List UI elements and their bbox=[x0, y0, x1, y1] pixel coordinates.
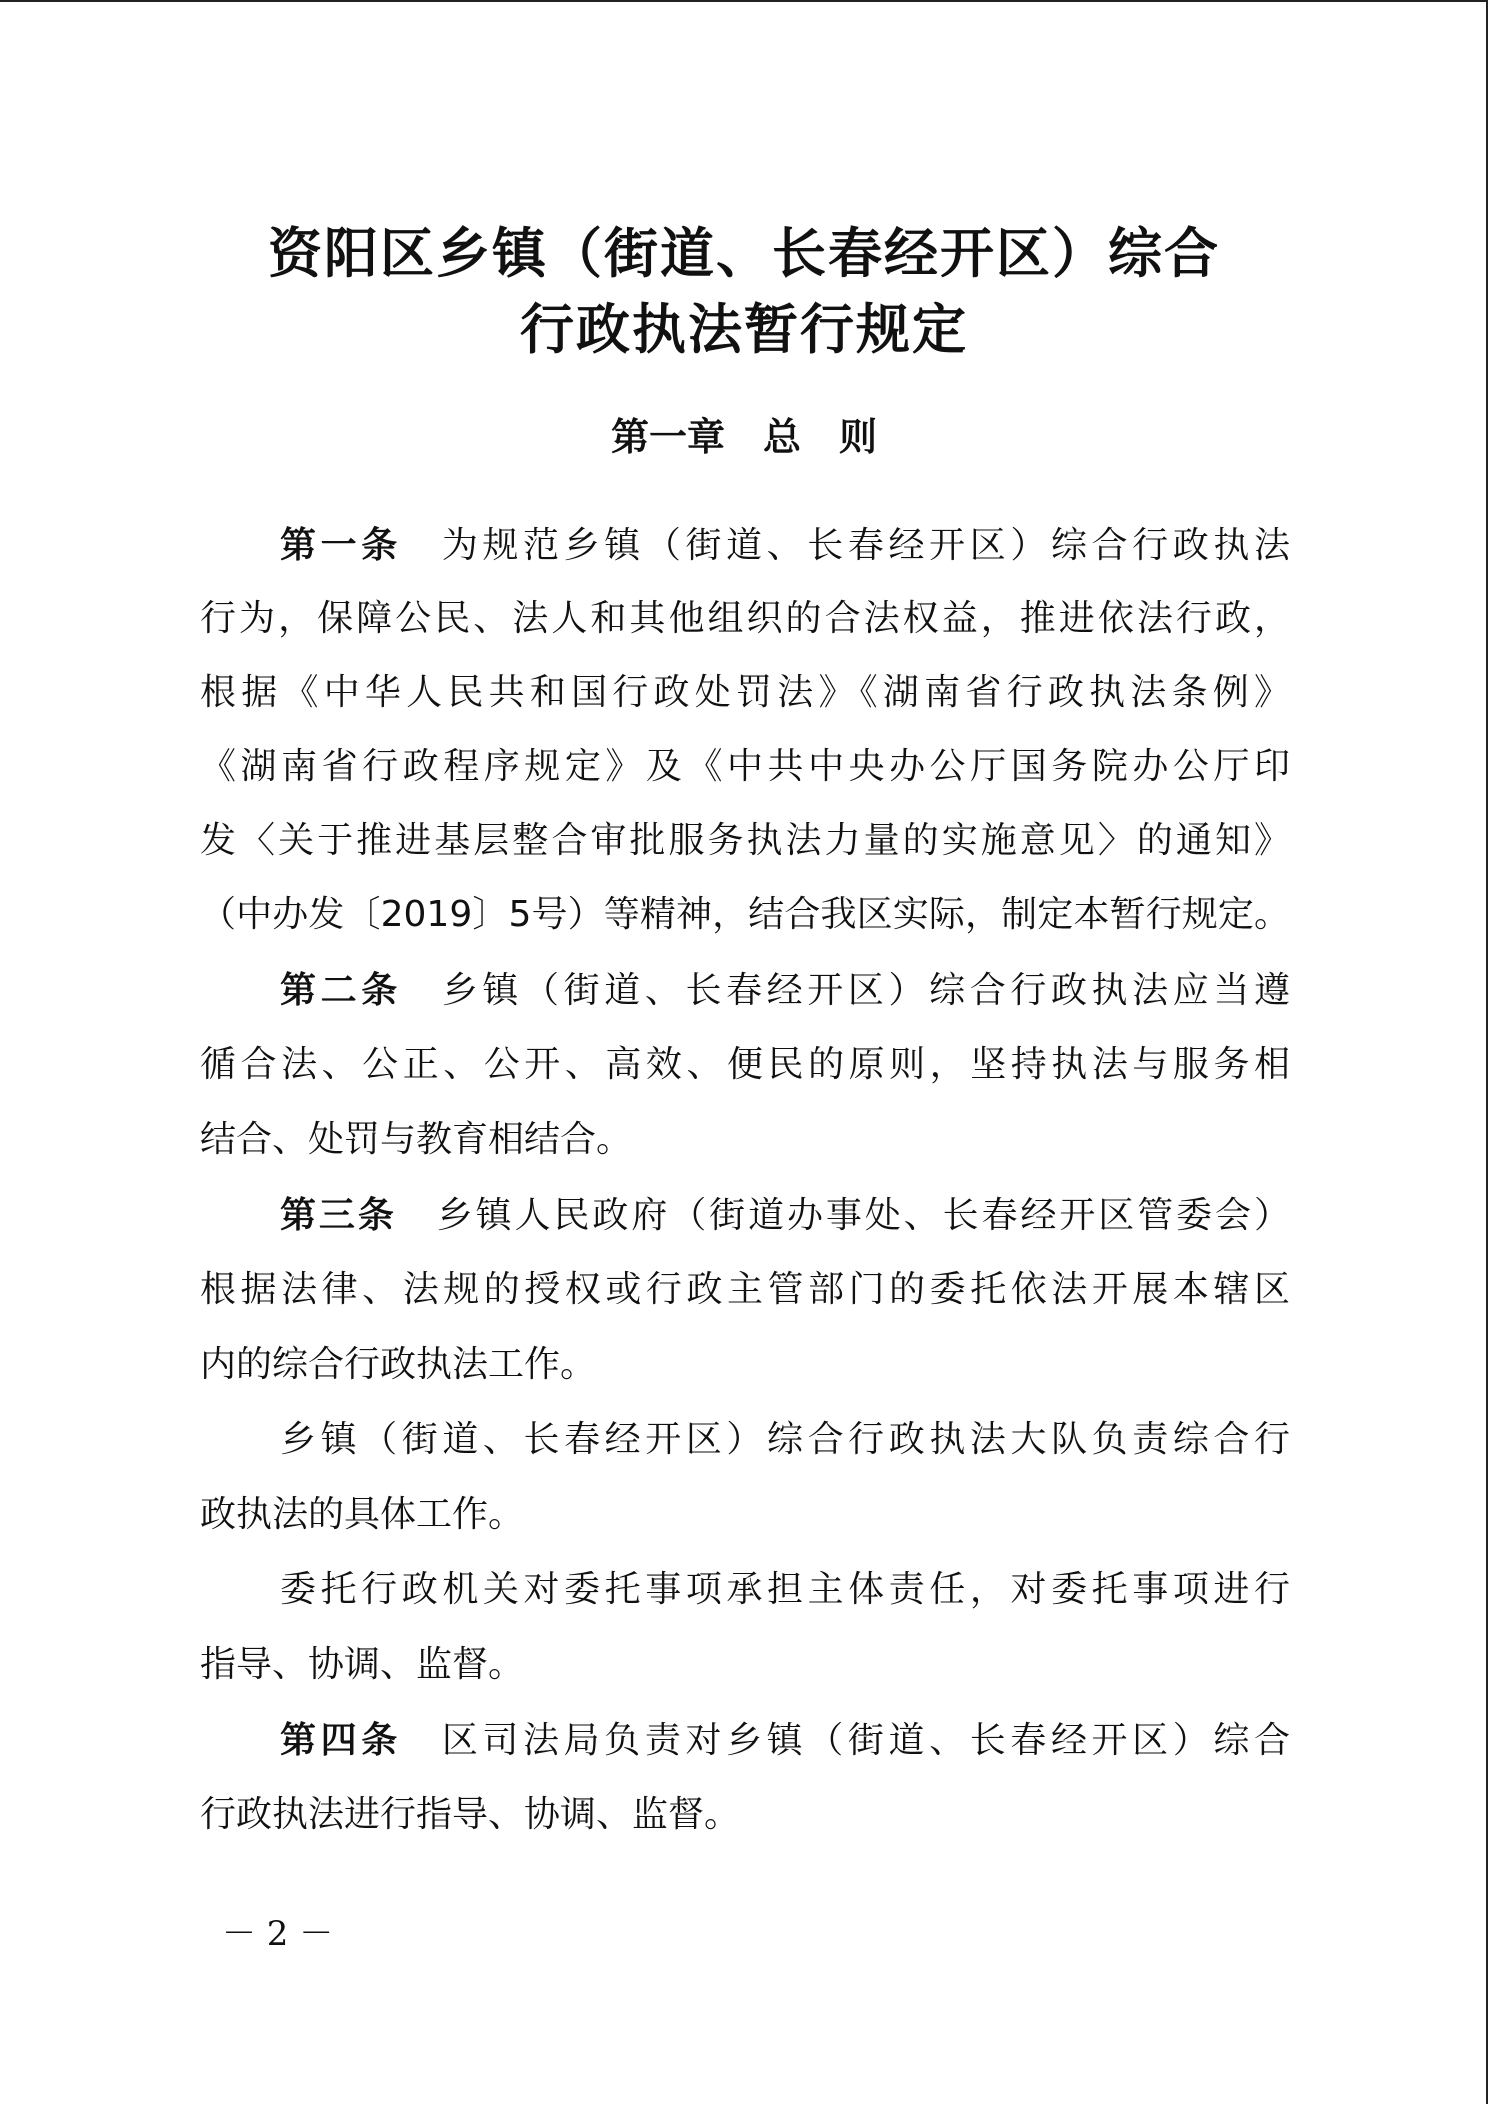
article-1-label: 第一条 bbox=[280, 524, 402, 566]
document-title-line-1: 资阳区乡镇（街道、长春经开区）综合 bbox=[268, 221, 1220, 285]
article-3-line-1 bbox=[280, 1190, 1290, 1241]
article-2-label: 第二条 bbox=[280, 969, 402, 1011]
article-2-line-2: 循合法、公正、公开、高效、便民的原则，坚持执法与服务相 bbox=[200, 1044, 1290, 1085]
article-4-text-1: 区司法局负责对乡镇（街道、长春经开区）综合 bbox=[441, 1720, 1290, 1761]
article-3-paragraph-2-line-1: 乡镇（街道、长春经开区）综合行政执法大队负责综合行 bbox=[280, 1419, 1290, 1460]
article-2-line-1 bbox=[280, 965, 1290, 1016]
article-1-line-5: 发〈关于推进基层整合审批服务执法力量的实施意见〉的通知》 bbox=[200, 820, 1290, 861]
article-4-label: 第四条 bbox=[280, 1719, 402, 1761]
article-1-text-1: 为规范乡镇（街道、长春经开区）综合行政执法 bbox=[441, 525, 1290, 566]
article-1-line-6: （中办发〔2019〕5号）等精神，结合我区实际，制定本暂行规定。 bbox=[200, 894, 1290, 935]
article-3-text-1: 乡镇人民政府（街道办事处、长春经开区管委会） bbox=[436, 1195, 1290, 1236]
article-3-paragraph-3-line-2: 指导、协调、监督。 bbox=[200, 1644, 525, 1685]
article-2-text-1: 乡镇（街道、长春经开区）综合行政执法应当遵 bbox=[441, 970, 1290, 1011]
page-number: － 2 － bbox=[222, 1914, 334, 1954]
page-border-top bbox=[0, 0, 1488, 2]
article-1-line-2: 行为，保障公民、法人和其他组织的合法权益，推进依法行政， bbox=[200, 598, 1290, 639]
article-1-line-4: 《湖南省行政程序规定》及《中共中央办公厅国务院办公厅印 bbox=[200, 746, 1290, 787]
article-3-paragraph-2-line-2: 政执法的具体工作。 bbox=[200, 1494, 525, 1535]
article-4-line-2: 行政执法进行指导、协调、监督。 bbox=[200, 1794, 741, 1835]
document-title-line-2: 行政执法暂行规定 bbox=[520, 297, 968, 361]
article-1-line-1 bbox=[280, 520, 1290, 571]
article-4-line-1 bbox=[280, 1715, 1290, 1766]
article-3-line-3: 内的综合行政执法工作。 bbox=[200, 1344, 597, 1385]
article-1-line-3: 根据《中华人民共和国行政处罚法》《湖南省行政执法条例》 bbox=[200, 672, 1290, 713]
article-3-line-2: 根据法律、法规的授权或行政主管部门的委托依法开展本辖区 bbox=[200, 1269, 1290, 1310]
chapter-heading: 第一章 总 则 bbox=[610, 414, 877, 459]
article-3-label: 第三条 bbox=[280, 1194, 397, 1236]
article-2-line-3: 结合、处罚与教育相结合。 bbox=[200, 1119, 633, 1160]
article-3-paragraph-3-line-1: 委托行政机关对委托事项承担主体责任，对委托事项进行 bbox=[280, 1569, 1290, 1610]
